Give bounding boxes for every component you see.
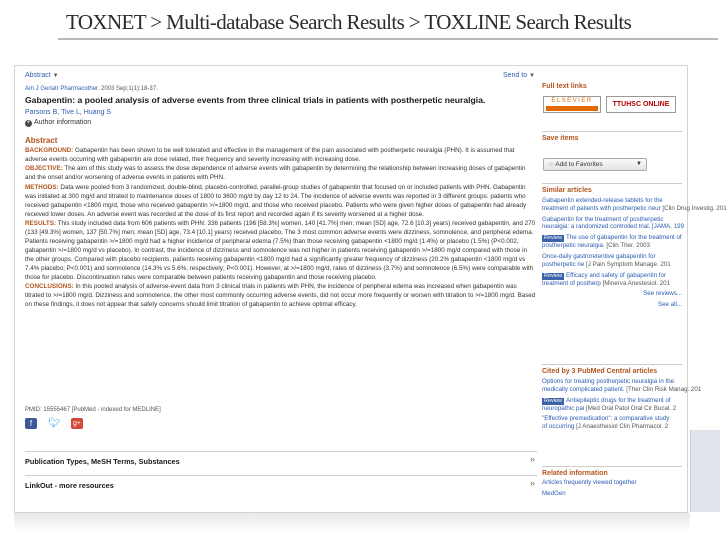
- related-info-list: [542, 479, 682, 501]
- abstract-section: [25, 165, 537, 183]
- cited-article-item[interactable]: [542, 397, 682, 413]
- item-line: Antiepileptic drugs for the treatment of: [566, 396, 671, 404]
- item-line: "Effective premedication": a comparative study: [542, 415, 670, 423]
- cited-by-list: [542, 378, 702, 434]
- citation: [25, 86, 158, 92]
- citation-details: 2003 Sep;1(1):18-37.: [99, 86, 158, 92]
- chevron-down-double-icon: »: [529, 454, 535, 464]
- journal-link[interactable]: Am J Geriatr Pharmacother.: [25, 86, 100, 92]
- item-line: postherpetic neuralgia.: [542, 242, 605, 250]
- abstract-section: [25, 283, 537, 310]
- pub-types-section[interactable]: [25, 451, 537, 469]
- item-line: neuropathic pai: [542, 404, 585, 412]
- send-to-label: Send to: [502, 72, 528, 79]
- item-line: Gabapentin extended-release tablets for the: [542, 197, 663, 204]
- item-line: Options for treating postherpetic neuralgia in the: [542, 378, 675, 385]
- related-link[interactable]: MedGen: [542, 489, 566, 497]
- item-line: postherpetic ne: [542, 260, 585, 268]
- abstract-section: [25, 220, 537, 283]
- linkout-label: LinkOut - more resources: [25, 481, 114, 490]
- author-list: Parsons B, Tive L, Huang S: [25, 109, 112, 116]
- section-text: This study included data from 606 patients with PHN: 336 patients (196 [58.3%] women, 140 [41.7%] men; mean [SD] age, 72.6 [10.3] years) received gabapentin, and 270 (133 [49.3%] women, 137 [50.7%] men; mean [SD] age, 73.4 [10.1] years) received placebo. The 3 most common adverse events were dizziness, somnolence, and peripheral edema. Patients receiving gabapentin >/=1800 mg/d had a higher incidence of peripheral edema (7.5%) than those receiving gabapentin <1800 mg/d (1.4%) or placebo (1.5%) (P<0.002, gabapentin >/=1800 mg/d vs placebo). In contrast, the incidence of dizziness and somnolence was not higher in patients receiving gabapentin >/=1800 mg/d compared with those in the other groups. Compared with placebo recipients, patients receiving gabapentin <1800 mg/d had a significantly greater frequency of dizziness (20.2% gabapentin <1800 mg/d vs 7.4% placebo; P<0.001) and somnolence (14.3% vs 5.6%, respectively; P<0.001). However, at >/=1800 mg/d, rates of dizziness (3.7%) and somnolence (6.5%) were comparable with those for placebo. Discontinuation rates were comparable between patients receiving gabapentin and those receiving placebo.: [25, 220, 536, 281]
- twitter-icon[interactable]: 🐦︎: [48, 418, 61, 429]
- item-line: Once-daily gastroretentive gabapentin for: [542, 252, 656, 260]
- title-divider: [58, 38, 718, 40]
- display-toolbar: [25, 72, 535, 86]
- chevron-down-double-icon: »: [529, 478, 535, 488]
- caret-down-icon: ▼: [636, 161, 642, 167]
- ttuhsc-logo-link[interactable]: TTUHSC ONLINE: [606, 96, 676, 113]
- section-label: RESULTS:: [25, 220, 57, 228]
- pubmed-page: [14, 65, 727, 513]
- similar-articles-list: [542, 197, 727, 312]
- side-panel-tab: [690, 430, 720, 512]
- add-favorites-label: Add to Favorites: [555, 161, 603, 168]
- full-text-heading: Full text links: [542, 83, 587, 90]
- format-label: Abstract: [25, 72, 51, 79]
- similar-article-item[interactable]: [542, 197, 727, 213]
- section-text: The aim of this study was to assess the dose dependence of adverse events with gabapentin by determining the relationship between increasing doses of gabapentin and the onset and/or worsening of adverse events in patients with PHN.: [25, 165, 526, 182]
- related-info-heading: Related information: [542, 466, 682, 478]
- elsevier-logo-text: ELSEVIER: [551, 98, 593, 104]
- review-badge: Review: [544, 272, 563, 279]
- item-source: [Med Oral Patol Oral Cir Bucal. 2: [586, 404, 677, 412]
- author-info-label: Author information: [34, 119, 92, 126]
- section-label: CONCLUSIONS:: [25, 283, 74, 291]
- item-source: [Minerva Anestesiol. 201: [602, 279, 670, 287]
- caret-down-icon: ▼: [529, 73, 535, 79]
- item-line: treatment of patients with postherpetic neur: [542, 204, 661, 212]
- similar-articles-heading: Similar articles: [542, 183, 682, 195]
- item-line: of occurring: [542, 423, 575, 431]
- facebook-icon[interactable]: f: [25, 418, 37, 429]
- article-title: Gabapentin: a pooled analysis of adverse events from three clinical trials in patients with postherpetic neuralgia.: [25, 95, 486, 105]
- item-line: The use of gabapentin for the treatment of: [566, 234, 682, 242]
- send-to-dropdown[interactable]: [503, 72, 535, 79]
- add-to-favorites-button[interactable]: [543, 158, 647, 171]
- item-source: [Clin Drug Investig. 201: [662, 204, 727, 212]
- elsevier-logo-link[interactable]: [543, 96, 601, 113]
- elsevier-logo-bar: [546, 106, 598, 111]
- item-line: Gabapentin for the treatment of postherpetic: [542, 215, 664, 223]
- author-link[interactable]: Huang S: [83, 109, 112, 116]
- related-link[interactable]: Articles frequently viewed together: [542, 479, 637, 486]
- item-source: [J Anaesthesiol Clin Pharmacol. 2: [576, 423, 669, 431]
- abstract-heading: Abstract: [25, 136, 58, 145]
- save-items-heading: Save items: [542, 131, 682, 143]
- item-source: [Clin Ther. 2003: [606, 242, 650, 250]
- plus-circle-icon: +: [26, 120, 31, 126]
- author-info-toggle[interactable]: [25, 119, 91, 127]
- pmid-line: PMID: 15555467 [PubMed - indexed for MEDLINE]: [25, 407, 161, 413]
- pub-types-label: Publication Types, MeSH Terms, Substances: [25, 457, 180, 466]
- abstract-section: [25, 147, 537, 165]
- abstract-body: [25, 147, 537, 311]
- section-label: METHODS:: [25, 183, 59, 191]
- item-line: neuralgia: a randomized controlled trial. [JAMA. 199: [542, 223, 685, 231]
- item-line: Efficacy and safety of gabapentin for: [566, 271, 667, 279]
- review-badge: Review: [544, 235, 563, 242]
- similar-article-item[interactable]: [542, 215, 685, 232]
- author-link[interactable]: Parsons B: [25, 109, 58, 116]
- item-line: medically complicated patient.: [542, 385, 625, 393]
- google-plus-icon[interactable]: g+: [71, 418, 83, 429]
- format-dropdown[interactable]: [25, 72, 59, 79]
- abstract-section: [25, 184, 537, 220]
- similar-article-item[interactable]: [542, 253, 682, 269]
- page-shadow: [14, 513, 690, 533]
- linkout-section[interactable]: [25, 475, 537, 493]
- section-label: OBJECTIVE:: [25, 165, 63, 173]
- right-sidebar: [542, 72, 727, 514]
- slide-title: TOXNET > Multi-database Search Results > TOXLINE Search Results: [66, 10, 632, 34]
- item-line: treatment of postherp: [542, 279, 601, 287]
- cited-by-heading: Cited by 3 PubMed Central articles: [542, 364, 682, 376]
- similar-article-item[interactable]: [542, 272, 682, 288]
- section-text: Data were pooled from 3 randomized, double-blind, placebo-controlled, parallel-group studies of gabapentin that focused on or included patients with PHN. Gabapentin was initiated at 300 mg/d and titrated to maintenance doses of 1800 to 3600 mg/d by day 12 to 24. The incidence of adverse events was reported in 3 different groups: patients who received gabapentin <1800 mg/d, those who received gabapentin >/=1800 mg/d, and those who received placebo. Patients who were given higher doses of gabapentin had already received lower doses. An adverse event was recorded at the dose of its first report and recorded again if its severity worsened at a higher dose.: [25, 183, 527, 218]
- item-source: [Ther Clin Risk Manag. 201: [626, 385, 702, 393]
- cited-article-item[interactable]: [542, 378, 702, 394]
- section-text: Gabapentin has been shown to be well tolerated and effective in the management of the pain associated with postherpetic neuralgia (PHN). It is assumed that adverse events occurring with gabapentin are dose related, their frequency and severity increasing with increasing dose.: [25, 147, 515, 163]
- share-buttons: [25, 418, 83, 429]
- section-text: In this pooled analysis of adverse-event data from 3 clinical trials in patients with PHN, the incidence of peripheral edema was increased when gabapentin was titrated to >/=1800 mg/d. Dizziness and somnolence, the other most commonly occurring adverse events, did not occur more frequently or worsen with titration to >/=1800 mg/d. Based on these findings, it does not appear that safety concerns should limit titration of gabapentin to achieve optimal efficacy.: [25, 283, 536, 309]
- cited-article-item[interactable]: [542, 415, 682, 431]
- star-icon: ☆: [548, 161, 554, 168]
- see-all-link[interactable]: See all...: [657, 301, 682, 309]
- author-link[interactable]: Tive L: [61, 109, 80, 116]
- see-reviews-link[interactable]: See reviews...: [643, 290, 682, 298]
- review-badge: Review: [544, 397, 563, 404]
- section-label: BACKGROUND:: [25, 147, 74, 154]
- item-source: [J Pain Symptom Manage. 201: [586, 260, 671, 268]
- similar-article-item[interactable]: [542, 234, 682, 250]
- caret-down-icon: ▼: [52, 73, 59, 79]
